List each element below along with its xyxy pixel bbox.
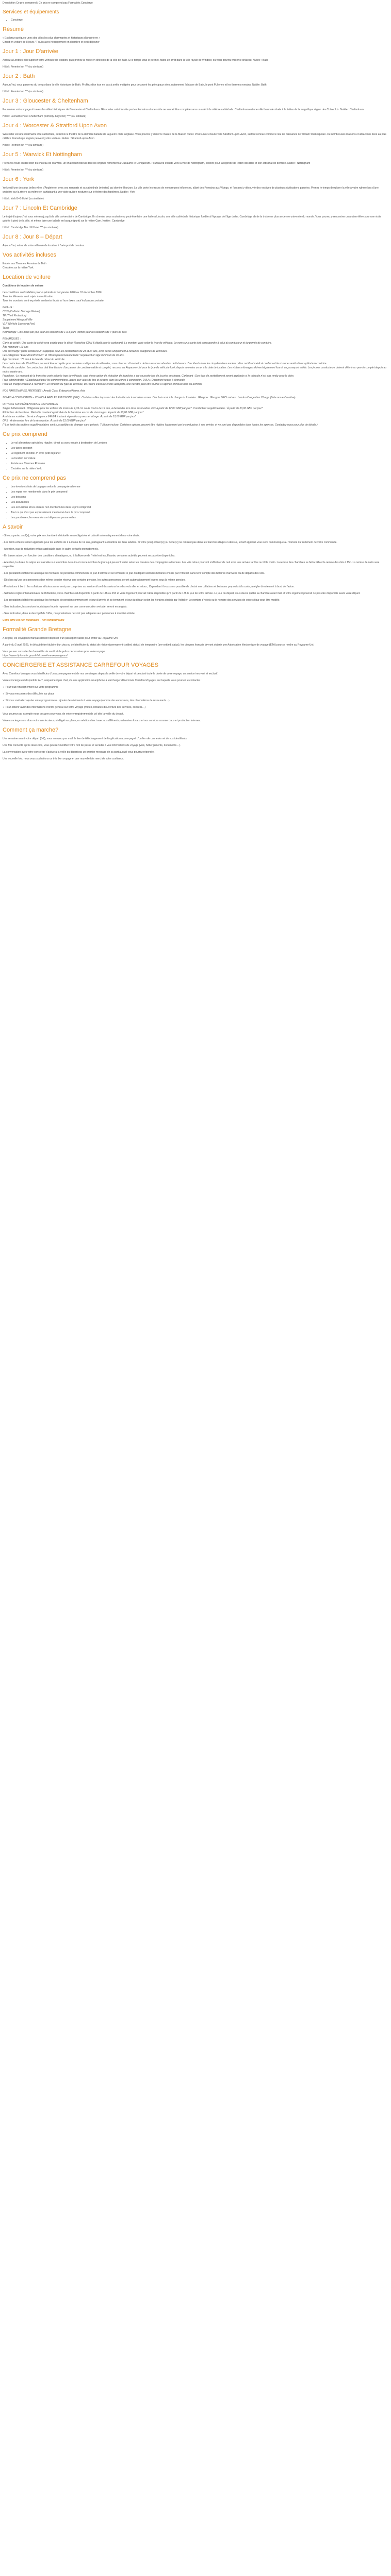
- formalite-title: Formalité Grande Bretagne: [3, 626, 72, 633]
- formalite-text: Vous pouvez consulter les formalités de santé et de police nécessaires pour votre voyage :: [3, 650, 106, 653]
- comment-title: Comment ça marche?: [3, 727, 59, 733]
- concierge-check-line: ✓ Pour tout renseignement sur votre programme: [3, 686, 59, 689]
- day-text: Prenez la route en direction du château de Warwick, un château médiéval dont les origines remontent à Guillaume le Conquérant. Poursuivez ensuite vers la ville de Nottingham, célèbre pour la légende de Robin des Bois et son artisanat de dentelle. Nuitée : Nottingham: [3, 162, 311, 165]
- day-block: [3, 234, 388, 248]
- day-title: Jour 7 : Lincoln Et Cambridge: [3, 205, 77, 211]
- day-title: Jour 6 : York: [3, 176, 35, 182]
- location-title: Location de voiture: [3, 274, 51, 280]
- partenaires-line: NOS PARTENAIRES PRÉFÉRÉS : Arnold Clark, Enterprise/Alamo, Avis: [3, 389, 85, 393]
- comprend-title: Ce prix comprend: [3, 431, 47, 437]
- day-block: [3, 98, 388, 118]
- day-hotel: Hôtel : Premier Inn *** (ou similaire): [3, 90, 43, 93]
- day-hotel: Hôtel : York B+B Hotel (ou similaire): [3, 197, 44, 200]
- formalite-line: A partir du 2 avril 2025, le défaut d'être titulaire d'un visa ou de bénéficier du statut de résident permanent (settled status) de temporaire (pre-settled status), les citoyens français devront obtenir une Autorisation électronique de voyage (ETA) pour se rendre au Royaume-Uni.: [3, 643, 314, 647]
- savoir-line: - Prestations à bord : les collations et boissons ne sont pas comprises au service à bord des avions lors des vols aller et retour ; Cependant il vous sera possible de choisir vos collations et boissons proposés à la carte, à régler directement à bord de l'avion.: [3, 585, 295, 588]
- concierge-line: Votre concierge sera alors votre interlocuteur privilégié sur place, en relation direct avec nos différents partenaires locaux et nos services commerciaux et production internes.: [3, 719, 201, 722]
- inclus-line: CDW (Collision Damage Waiver): [3, 310, 40, 313]
- day-block: [3, 73, 388, 94]
- savoir-line: - Si vous partez seul(e), votre prix en chambre individuelle sera obligatoire et calculé automatiquement dans votre devis.: [3, 534, 140, 537]
- inclus-line: Taxes: [3, 327, 10, 330]
- inclus-line: TP (Theft Protection): [3, 314, 27, 317]
- day-hotel: Hôtel : Cambridge Bar Hill Hotel *** (ou similaire): [3, 226, 59, 229]
- concierge-check-line: ✓ Si vous souhaitez ajouter votre programme ou ajouter des éléments à votre voyage (comme des excursions, des réservations de restaurants…): [3, 699, 170, 702]
- ne-comprend-item: • Les repas non mentionnés dans le prix comprend: [11, 490, 388, 494]
- services-item: • Concierge: [11, 18, 388, 22]
- savoir-line: - Les tarifs enfants seront appliqués pour les enfants de 2 à moins de 12 ans, partageant la chambre de deux adultes. Si votre (vos) enfant(s) (ou bébé(s)) ne rentrent pas dans les tranches d'âges ci-dessus, le tarif appliqué vous sera communiqué au moment du traitement de votre commande.: [3, 541, 337, 544]
- day-text: Worcester est une charmante ville cathédrale, autrefois le théâtre de la dernière bataille de la guerre civile anglaise. Vous pourrez y visiter le musée de la Maison Tudor. Poursuivez ensuite vers Stratford-upon-Avon, surtout connue comme le lieu de naissance de William Shakespeare. De nombreuses maisons et attractions liées au plus célèbre dramaturge anglais peuvent y être visitées. Nuitée : Stratford-upon-Avon: [3, 133, 386, 140]
- location-line: Tous les éléments sont sujets à modification.: [3, 295, 54, 298]
- day-title: Jour 4 : Worcester & Stratford Upon Avon: [3, 123, 107, 129]
- non-refundable-note: Cette offre est non modifiable – non remboursable: [3, 619, 64, 622]
- ne-comprend-item: • Les excursions et les entrées non mentionnées dans le prix comprend: [11, 505, 388, 510]
- comment-line: Une fois connecté après deux clics, vous pourrez modifier votre mot de passe et accéder à vos informations de voyage (vols, hébergements, documents…).: [3, 744, 181, 747]
- ne-comprend-item: • Tout ce qui n'est pas expressément mentionné dans le prix comprend: [11, 511, 388, 515]
- concierge-title: CONCIERGERIE ET ASSISTANCE CARREFOUR VOYAGES: [3, 662, 158, 668]
- diplomatie-link[interactable]: https://www.diplomatie.gouv.fr/fr/conseils-aux-voyageurs/: [3, 654, 68, 657]
- savoir-line: - Selon les règles internationales de l'hôtellerie, votre chambre est disponible à partir de 14h ou 15h et votre logement pourrait n'être disponible qu'à partir de 17h le jour de votre arrivée. Le jour du départ, vous devez quitter la chambre avant midi et votre logement pourrait ne pas être disponible avant votre départ.: [3, 592, 361, 595]
- ne-comprend-item: • Les pourboires, les excursions et dépenses personnelles: [11, 516, 388, 520]
- resume-title: Résumé: [3, 26, 24, 32]
- comprend-item: • Les taxes aéroport: [11, 446, 388, 450]
- remarques-line: Frais administratifs : S'appliquent pour les contraventions, accès aux voies de bus et péages dans les zones à congestion. DVLA : Document requis à demande.: [3, 379, 186, 382]
- day-title: Jour 5 : Warwick Et Nottingham: [3, 151, 82, 158]
- inclus-line: Supplément Aéroport/Ville: [3, 318, 32, 321]
- day-text: York est l'une des plus belles villes d'Angleterre, avec ses remparts et sa cathédrale (minster) qui domine l'horizon. La ville porte les traces de nombreuses influences, allant des Romains aux Vikings, et l'on peut y découvrir des vestiges de plusieurs civilisations passées. Prenez le temps d'explorer la ville à votre rythme lors d'une croisière sur la rivière ou même en participant à une visite guidée nocturne sur le thème des fantômes. Nuitée : York: [3, 187, 379, 194]
- savoir-line: - Les prestations hôtelières ainsi que les formules de pensions commencent le jour d'arrivée et se terminent le jour du départ selon les horaires choisis par l'hôtelier, sans tenir compte des horaires d'arrivées ou de départs des vols.: [3, 572, 265, 575]
- savoir-line: - Attention, la durée du séjour est calculée sur le nombre de nuits et non le nombre de jours qui peuvent varier selon les horaires des compagnies aériennes. Les vols retour pourront s'effectuer de nuit avec une arrivée tardive ou tôt le matin. La remise des chambres se fait à 12h et la remise des clés à 15h. La remise de nuits sera respectée.: [3, 561, 380, 568]
- savoir-line: - Les prestations hôtelières ainsi que les formules de pension commencent le jour d'arrivée et se terminent le jour du départ selon les horaires choisis par l'hôtelier. Le nombre d'hôtels ou le nombre des services de votre séjour peut être modifié.: [3, 599, 280, 602]
- services-title: Services et équipements: [3, 9, 59, 15]
- savoir-line: - Seul indication, dans le descriptif de l'offre, nos prestations ne sont pas adaptées aux personnes à mobilité réduite.: [3, 612, 136, 615]
- savoir-line: - Seul indication, les services touristiques fournis reposent sur une communication verbale, seront en anglais.: [3, 605, 127, 608]
- inclus-block: [3, 306, 388, 334]
- page: [0, 0, 391, 769]
- day-title: Jour 8 : Jour 8 – Départ: [3, 234, 62, 240]
- day-block: [3, 205, 388, 230]
- inclus-line: Kilométrage : 250 miles par jour pour les locations de 1 à 3 jours (illimité pour les locations de 4 jours ou plus: [3, 331, 127, 334]
- comprend-item: • La location de voiture: [11, 456, 388, 461]
- formalite-line: A ce jour, les voyageurs français doivent disposer d'un passeport valide pour entrer au Royaume-Uni.: [3, 637, 119, 640]
- concierge-check-line: ✓ Pour obtenir avoir des informations d'ordre général sur votre voyage (météo, horaires d'ouverture des services, conseils…): [3, 706, 146, 709]
- ne-comprend-list: [3, 485, 388, 520]
- services-list: [3, 18, 388, 22]
- remarques-block: [3, 337, 388, 386]
- inclus-line: INCLUS :: [3, 306, 14, 309]
- concierge-line: Avec Carrefour Voyages vous bénéficiez d'un accompagnement de nos concierges depuis la veille de votre départ et pendant toute la durée de votre voyage, un service innovant et exclusif.: [3, 672, 218, 675]
- savoir-line: - En basse saison, en fonction des conditions climatiques, ou à l'affluence de l'hôtel est insuffisante, certaines activités peuvent ne pas être disponibles.: [3, 554, 175, 557]
- location-subtitle: Conditions de location de voiture: [3, 284, 44, 287]
- day-title: Jour 1 : Jour D'arrivée: [3, 48, 58, 55]
- day-hotel: Hôtel : Leonardo Hotel Cheltenham (formerly Jurys Inn) **** (ou similaire): [3, 115, 87, 118]
- location-conditions: [3, 291, 388, 303]
- optional-line: GPS : À demander lors de la réservation. À partir de 12,00 GBP par jour*: [3, 419, 86, 422]
- remarques-line: Franchise : Le montant de la franchise varie selon le type de véhicule, sauf si une option de réduction de franchise a été souscrite lors de la prise en charge. Carburant : Des frais de ravitaillement seront appliqués si le véhicule n'est pas rendu avec le plein.: [3, 375, 295, 378]
- formalite-line: [3, 650, 388, 658]
- remarques-line: Âge maximum : 75 ans à la date de retour du véhicule.: [3, 358, 66, 361]
- optional-line: (* Les tarifs des options supplémentaires sont susceptibles de changer sans préavis. TVA non incluse. Certaines options peuvent être réglées localement par le conducteur à son arrivée, et ne sont pas disponibles dans toutes les agences. Contactez-nous pour plus de détails.): [3, 423, 318, 427]
- day-title: Jour 2 : Bath: [3, 73, 35, 79]
- day-title: Jour 3 : Gloucester & Cheltenham: [3, 98, 88, 104]
- day-hotel: Hôtel : Premier Inn *** (ou similaire): [3, 144, 43, 147]
- optional-block: [3, 402, 388, 427]
- options-line: Croisière sur la rivière York: [3, 266, 34, 269]
- resume-text: [3, 36, 388, 44]
- optional-line: Sièges bébé/enfant : Obligatoire pour les enfants de moins de 1,35 cm ou de moins de 12 ans, à demander lors de la réservation. Prix à partir de 12,00 GBP par jour*. Conducteur supplémentaire : À partir de 20,00 GBP par jour*: [3, 407, 263, 410]
- ne-comprend-title: Ce prix ne comprend pas: [3, 475, 66, 481]
- concierge-check-line: ✓ Si vous rencontrez des difficultés sur place: [3, 692, 55, 696]
- resume-line: Circuit en voiture de 8 jours / 7 nuits avec hébergement en chambre et petit-déjeuner: [3, 41, 100, 44]
- comment-line: Une nouvelle fois, nous vous souhaitons un très bon voyage et une nouvelle fois merci de votre confiance.: [3, 757, 124, 760]
- savoir-title: A savoir: [3, 524, 23, 530]
- comprend-list: [3, 441, 388, 471]
- day-block: [3, 176, 388, 201]
- concierge-line: Vous pourrez par exemple nous occuper pour vous, de votre enregistrement de vol dès la veille du départ.: [3, 713, 124, 716]
- day-text: Aujourd'hui, vous passerez du temps dans la ville historique de Bath. Profitez d'un tour en bus à arrêts multiples pour découvrir les principaux sites, notamment l'abbaye de Bath, le pont Pulteney et les thermes romains. Nuitée: Bath: [3, 83, 267, 87]
- remarques-line: Carte de crédit : Une carte de crédit sera exigée pour le dépôt (franchise CDW & dépôt pour le carburant). Le montant varie selon le type de véhicule. Le nom sur la carte doit correspondre à celui du conducteur et du permis de conduire.: [3, 342, 272, 345]
- remarques-line: Les conducteurs de 75 à 80 ans peuvent être acceptés pour certaines catégories de véhicules, sous réserve : d'une lettre de leur assureur attestant de l'absence d'accidents dans les cinq dernières années ; d'un certificat médical confirmant leur bonne santé et leur aptitude à conduire.: [3, 362, 327, 365]
- zones-line: ZONES À CONGESTION – ZONES À FAIBLES ÉMISSIONS (LEZ) : Certaines villes imposent des frais d'accès à certaines zones. Ces frais sont à la charge du locataire : Glasgow : Glasgow LEZ Londres : London Congestion Charge (Liste non exhaustive): [3, 396, 296, 399]
- day-block: [3, 123, 388, 147]
- remarques-line: Âge minimum : 23 ans: [3, 346, 28, 349]
- ne-comprend-item: • Les éventuels frais de bagages selon la compagnie aérienne: [11, 485, 388, 489]
- ne-comprend-item: • Les assurances: [11, 500, 388, 504]
- day-text: Le trajet d'aujourd'hui vous mènera jusqu'à la ville universitaire de Cambridge. En chemin, vous souhaiterez peut-être faire une halte à Lincoln, une ville cathédrale historique fondée à l'époque de l'âge du fer. Cambridge abrite la troisième plus ancienne université du monde. Vous pourrez y rencontrer un ancien élève pour une visite guidée à pied de la ville, et même faire une balade en barque (punt) sur la rivière Cam. Nuitée : Cambridge: [3, 215, 382, 223]
- comprend-item: • Le vol aller/retour spécial ou régulier, direct ou avec escale à destination de Londres: [11, 441, 388, 445]
- top-breadcrumb: Description Ce prix comprend / Ce prix ne comprend pas Formalités Concierge: [3, 2, 93, 5]
- comprend-item: • Entrée aux Thermes Romains: [11, 462, 388, 466]
- remarques-line: Permis de conduire : Le conducteur doit être titulaire d'un permis de conduire valide et complet, reconnu au Royaume-Uni pour le type de véhicule loué, depuis au moins un an à la date de location. Les visiteurs étrangers doivent également fournir un passeport valide. Les jeunes conducteurs doivent détenir un permis complet depuis au moins quatre ans.: [3, 366, 387, 374]
- options-title: Vos activités incluses: [3, 252, 56, 258]
- day-hotel: Hôtel : Premier Inn *** (ou similaire): [3, 168, 43, 172]
- options-line: Entrée aux Thermes Romains de Bath: [3, 262, 46, 265]
- optional-line: Assistance routière : Service d'urgence 24h/24, incluant réparations pneus et vitrage. À partir de 12,00 GBP par jour*: [3, 415, 136, 418]
- location-line: Tous les montants sont exprimés en devise locale et hors taxes, sauf indication contraire.: [3, 299, 105, 302]
- options-text: [3, 262, 388, 270]
- optional-line: Réduction de franchise : Réduit le montant applicable de la franchise en cas de dommages. À partir de 20,00 GBP par jour*: [3, 411, 144, 414]
- remarques-line: Les catégories "Executive/Premium" et "Monospaces/Grande taille" requièrent un âge minimum de 30 ans.: [3, 354, 125, 357]
- day-block: [3, 151, 388, 172]
- day-text: Aujourd'hui, retour de votre véhicule de location à l'aéroport de Londres.: [3, 244, 85, 247]
- remarques-line: REMARQUES :: [3, 337, 21, 341]
- savoir-line: - Attention, pas de réduction enfant applicable dans le cadre de tarifs promotionnels.: [3, 548, 99, 551]
- day-block: [3, 48, 388, 69]
- day-text: Poursuivez votre voyage à travers les villes historiques de Gloucester et Cheltenham. Gloucester a été fondée par les Romains et une visite ne saurait être complète sans un arrêt à la célèbre cathédrale. Cheltenham est une ville thermale située à la lisière de la magnifique région des Cotswolds. Nuitée : Cheltenham: [3, 108, 364, 111]
- day-text: Arrivez à Londres et récupérez votre véhicule de location, puis prenez la route en direction de la ville de Bath. Si le temps vous le permet, faites un arrêt dans la ville royale de Windsor, où vous pourrez visiter le château. Nuitée : Bath: [3, 59, 268, 62]
- comment-line: La conversation avec votre concierge s'activera la veille du départ par un premier message de sa part auquel vous pourrez répondre.: [3, 751, 155, 754]
- remarques-line: Une surcharge "jeune conducteur" s'applique pour les conducteurs de 23 et 24 ans, avec accès uniquement à certaines catégories de véhicules.: [3, 350, 168, 353]
- day-hotel: Hôtel : Premier Inn *** (ou similaire): [3, 65, 43, 69]
- comment-line: Une semaine avant votre départ (J-7), vous recevrez par mail, le lien de téléchargement de l'application accompagné d'un lien de connexion et de vos identifiants.: [3, 737, 188, 740]
- savoir-line: - Dès lors qu'une des personnes d'un même dossier réserve une certaine pension, les autres personnes seront automatiquement logées sous la même pension.: [3, 579, 186, 582]
- resume-line: « Explorez quelques-unes des villes les plus charmantes et historiques d'Angleterre »: [3, 37, 101, 40]
- comprend-item: • Le logement en hôtel 3* avec petit déjeuner: [11, 451, 388, 455]
- inclus-line: VLF (Vehicle Licensing Fee): [3, 323, 35, 326]
- location-line: Les conditions sont valables pour la période du 1er janvier 2026 au 31 décembre 2026.: [3, 291, 102, 294]
- optional-line: OPTIONS SUPPLÉMENTAIRES DISPONIBLES: [3, 403, 58, 406]
- concierge-line: Votre concierge est disponible 24/7, uniquement par chat, via une application smartphone à télécharger dénommée CarrefourVoyages, sur laquelle vous pourrez le contacter :: [3, 679, 202, 682]
- ne-comprend-item: • Les boissons: [11, 495, 388, 499]
- comprend-item: • Croisière sur la rivière York: [11, 467, 388, 471]
- remarques-line: Prise en charge et retour à l'aéroport : En fonction du type de véhicule, de l'heure d'arrivée et des aéroports, une navette peut être fournie à l'agence et trouve hors du terminal.: [3, 383, 203, 386]
